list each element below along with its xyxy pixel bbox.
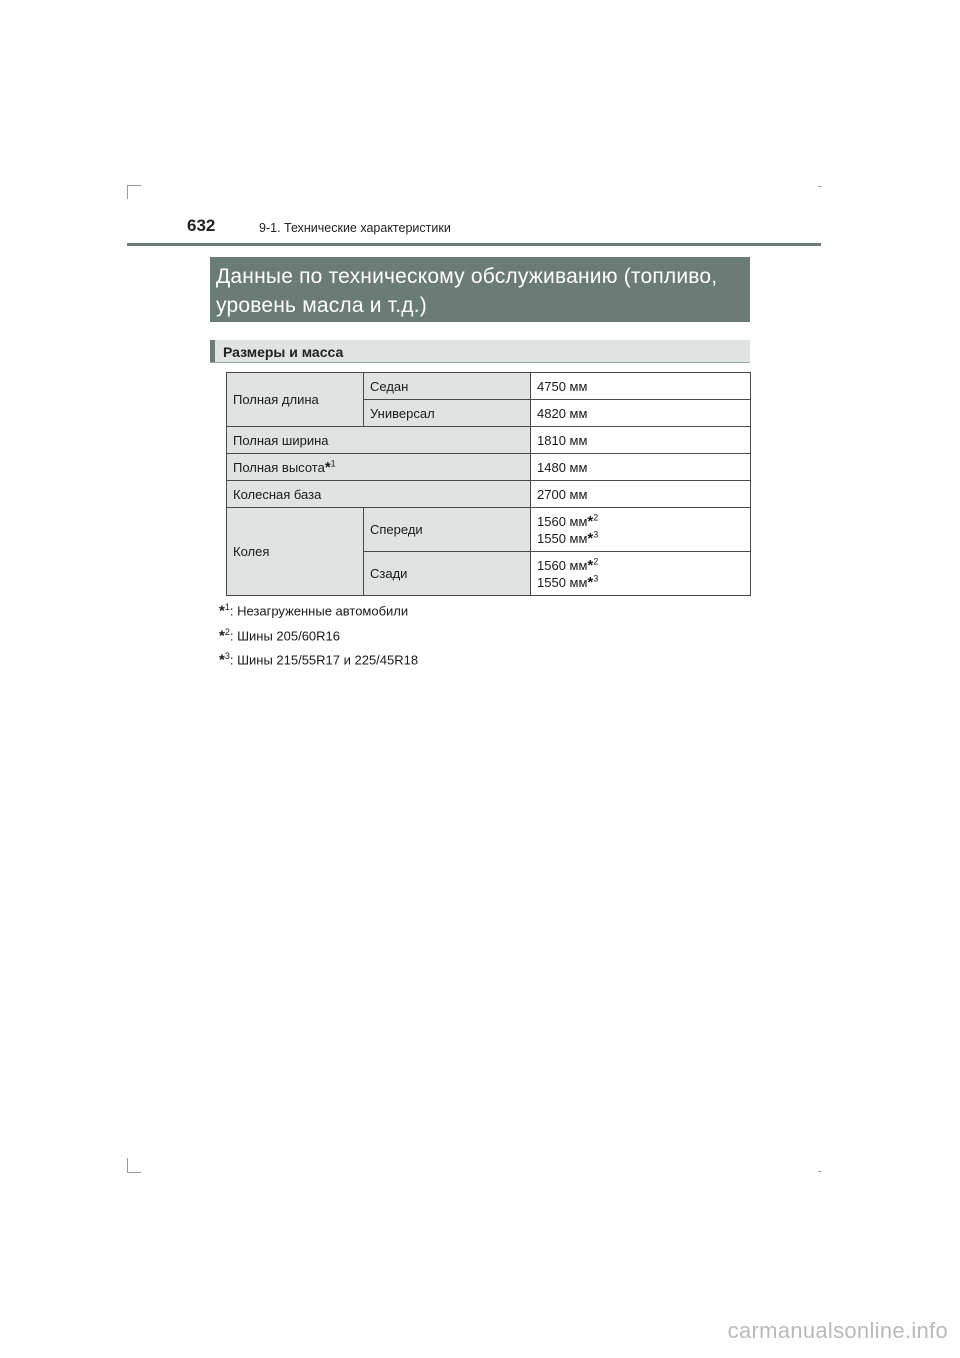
table-row: [227, 373, 751, 400]
footnote-mark: *: [324, 458, 331, 476]
dimensions-table: [226, 372, 751, 596]
rear-values: [531, 552, 751, 596]
footnote-mark: *: [587, 512, 594, 530]
width-label: Полная ширина: [227, 427, 531, 454]
footnote-text: : Незагруженные автомобили: [229, 603, 409, 619]
wheelbase-label: Колесная база: [227, 481, 531, 508]
front-value-1: 1560 мм: [537, 513, 588, 529]
wagon-label: Универсал: [364, 400, 531, 427]
footnote-ref: 1: [330, 458, 336, 469]
rear-value-line-1: [537, 557, 744, 574]
table-row: [227, 481, 751, 508]
section-title: 9-1. Технические характеристики: [259, 221, 451, 235]
main-heading-banner: [210, 257, 750, 322]
height-label: Полная высота: [233, 459, 325, 475]
footnote-mark: *: [587, 556, 594, 574]
table-row: [227, 508, 751, 552]
footnote-ref: 3: [593, 529, 599, 540]
front-value-line-2: [537, 530, 744, 547]
footnote-mark: *: [219, 602, 225, 620]
footnote-2: [219, 627, 340, 644]
footnote-mark: *: [219, 651, 225, 669]
footnote-mark: *: [587, 573, 594, 591]
main-heading-line-1: Данные по техническому обслуживанию (топливо,: [216, 265, 718, 288]
crop-mark-bottom-left-h: [127, 1172, 141, 1173]
footnote-text: : Шины 215/55R17 и 225/45R18: [229, 652, 419, 668]
crop-mark-top-left-h: [127, 185, 141, 186]
rear-value-2: 1550 мм: [537, 574, 588, 590]
footnote-3: [219, 651, 418, 668]
crop-mark-bottom-left-v: [127, 1158, 128, 1173]
footnote-mark: *: [219, 627, 225, 645]
rear-label: Сзади: [364, 552, 531, 596]
subheading-banner: [210, 340, 750, 363]
rear-value-1: 1560 мм: [537, 557, 588, 573]
subheading-accent-bar: [210, 340, 215, 362]
front-value-2: 1550 мм: [537, 530, 588, 546]
crop-mark-top-left-v: [127, 185, 128, 199]
width-value: 1810 мм: [531, 427, 751, 454]
sedan-value: 4750 мм: [531, 373, 751, 400]
header-rule: [127, 243, 821, 246]
footnote-1: [219, 602, 408, 619]
footnote-number: 3: [224, 651, 230, 661]
height-value: 1480 мм: [531, 454, 751, 481]
rear-value-line-2: [537, 574, 744, 591]
main-heading-line-2: уровень масла и т.д.): [216, 294, 427, 317]
wagon-value: 4820 мм: [531, 400, 751, 427]
table-row: [227, 454, 751, 481]
footnote-text: : Шины 205/60R16: [229, 628, 341, 644]
page-number: 632: [187, 216, 216, 235]
footnote-ref: 2: [593, 512, 599, 523]
subheading-label: Размеры и масса: [223, 344, 344, 360]
table-row: [227, 427, 751, 454]
front-values: [531, 508, 751, 552]
height-label-cell: [227, 454, 531, 481]
footnote-number: 2: [224, 627, 230, 637]
wheelbase-value: 2700 мм: [531, 481, 751, 508]
sedan-label: Седан: [364, 373, 531, 400]
footnote-ref: 2: [593, 556, 599, 567]
crop-mark-bottom-right: [818, 1171, 821, 1172]
footnote-mark: *: [587, 529, 594, 547]
watermark: carmanualsonline.info: [727, 1318, 948, 1343]
footnote-number: 1: [224, 602, 230, 612]
front-label: Спереди: [364, 508, 531, 552]
track-label: Колея: [227, 508, 364, 596]
crop-mark-top-right: [818, 186, 821, 187]
front-value-line-1: [537, 513, 744, 530]
length-label: Полная длина: [227, 373, 364, 427]
footnote-ref: 3: [593, 573, 599, 584]
